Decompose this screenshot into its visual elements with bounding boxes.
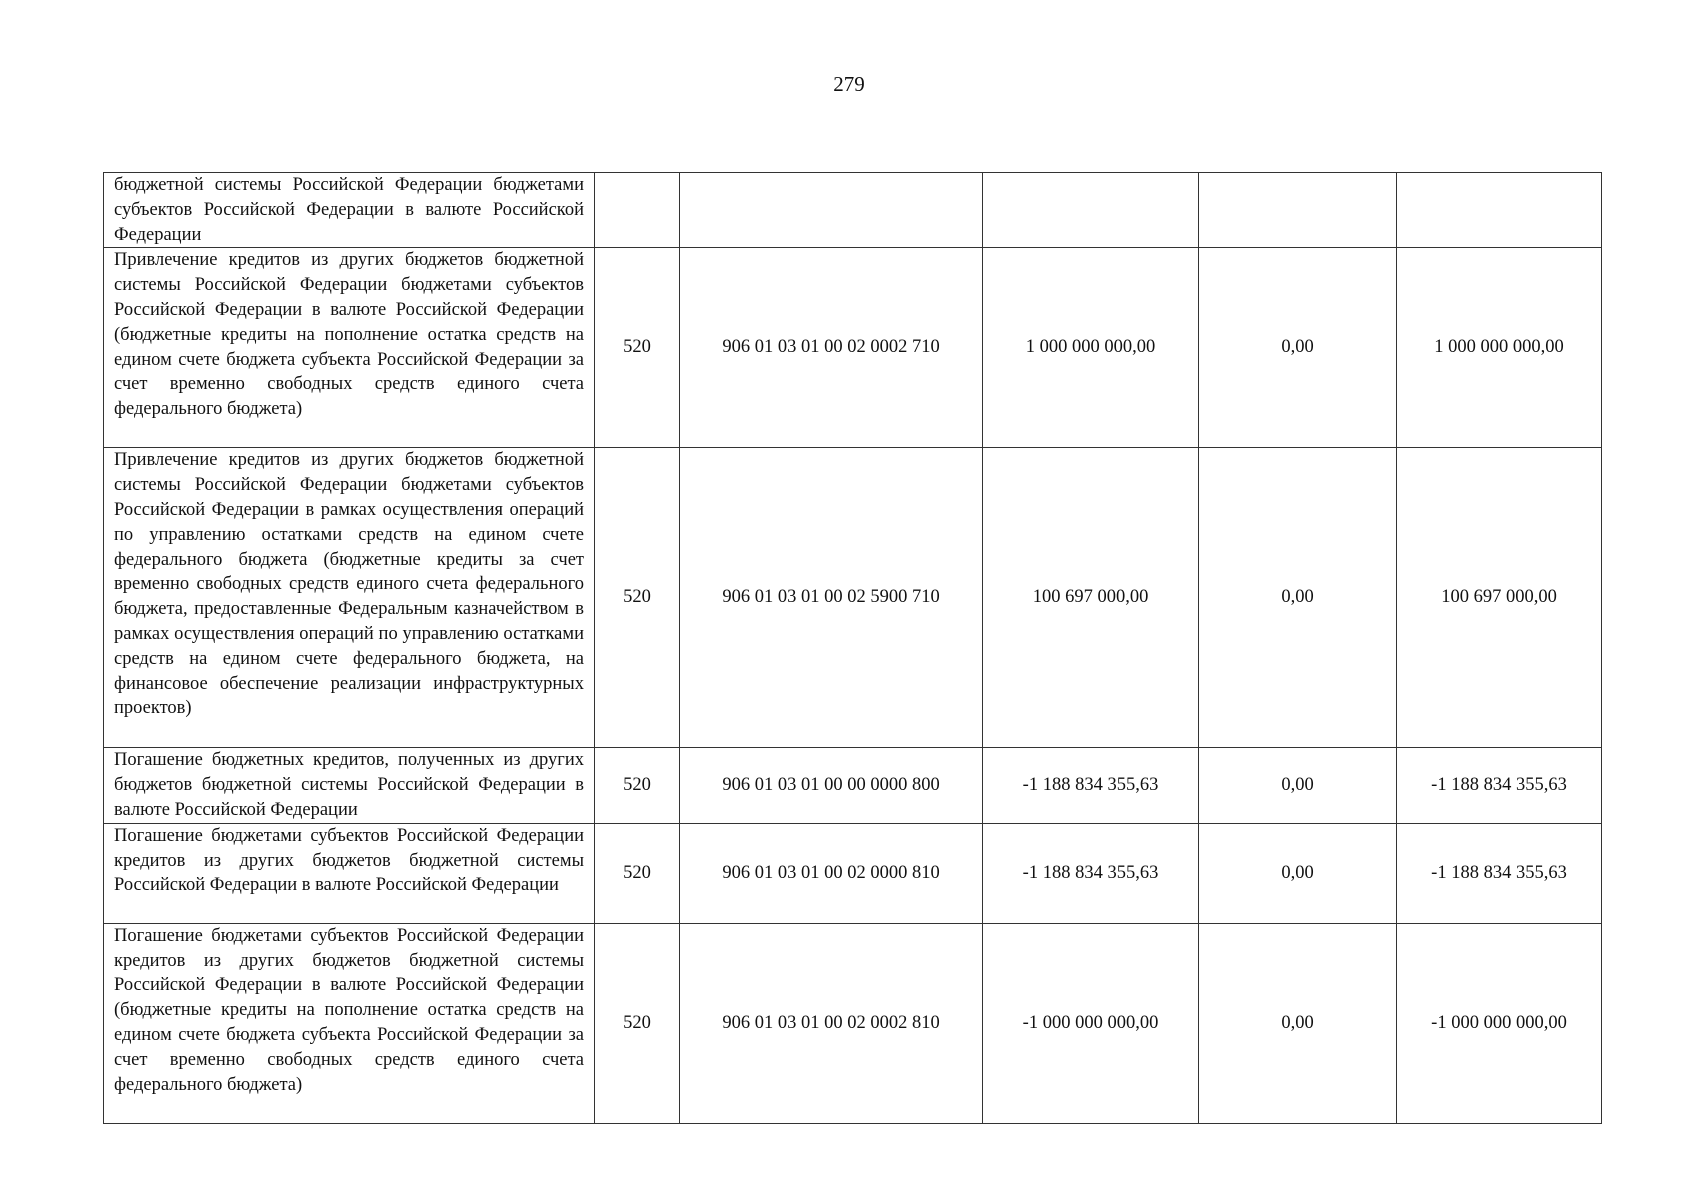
row-total-amount: -1 188 834 355,63 xyxy=(1397,823,1602,923)
row-description: Привлечение кредитов из других бюджетов бюджетной системы Российской Федерации бюджетами субъектов Российской Федерации в валюте Российской Федерации (бюджетные кредиты на пополнение остатка средств на едином счете бюджета субъекта Российской Федерации за счет временно свободных средств единого счета федерального бюджета) xyxy=(104,248,595,448)
row-change-amount: 0,00 xyxy=(1199,448,1397,748)
row-admin-code: 520 xyxy=(595,248,680,448)
row-total-amount xyxy=(1397,173,1602,248)
row-admin-code: 520 xyxy=(595,448,680,748)
row-change-amount: 0,00 xyxy=(1199,248,1397,448)
table-row xyxy=(104,823,1602,923)
table-row xyxy=(104,173,1602,248)
row-kbk-code: 906 01 03 01 00 00 0000 800 xyxy=(680,748,983,823)
row-total-amount: 100 697 000,00 xyxy=(1397,448,1602,748)
row-change-amount: 0,00 xyxy=(1199,923,1397,1123)
row-kbk-code: 906 01 03 01 00 02 5900 710 xyxy=(680,448,983,748)
row-admin-code: 520 xyxy=(595,923,680,1123)
row-plan-amount: 100 697 000,00 xyxy=(983,448,1199,748)
row-plan-amount: 1 000 000 000,00 xyxy=(983,248,1199,448)
row-kbk-code: 906 01 03 01 00 02 0002 710 xyxy=(680,248,983,448)
row-change-amount: 0,00 xyxy=(1199,748,1397,823)
row-plan-amount xyxy=(983,173,1199,248)
row-kbk-code xyxy=(680,173,983,248)
table-row xyxy=(104,248,1602,448)
page-number: 279 xyxy=(833,72,865,96)
row-plan-amount: -1 188 834 355,63 xyxy=(983,748,1199,823)
budget-sources-table xyxy=(103,172,1602,1124)
table-row xyxy=(104,923,1602,1123)
row-change-amount: 0,00 xyxy=(1199,823,1397,923)
row-description: бюджетной системы Российской Федерации бюджетами субъектов Российской Федерации в валюте Российской Федерации xyxy=(104,173,595,248)
row-plan-amount: -1 188 834 355,63 xyxy=(983,823,1199,923)
row-description: Погашение бюджетных кредитов, полученных из других бюджетов бюджетной системы Российской Федерации в валюте Российской Федерации xyxy=(104,748,595,823)
row-kbk-code: 906 01 03 01 00 02 0000 810 xyxy=(680,823,983,923)
table-row xyxy=(104,448,1602,748)
row-description: Погашение бюджетами субъектов Российской Федерации кредитов из других бюджетов бюджетной системы Российской Федерации в валюте Российской Федерации (бюджетные кредиты на пополнение остатка средств на едином счете бюджета субъекта Российской Федерации за счет временно свободных средств единого счета федерального бюджета) xyxy=(104,923,595,1123)
row-admin-code: 520 xyxy=(595,748,680,823)
row-total-amount: 1 000 000 000,00 xyxy=(1397,248,1602,448)
row-admin-code: 520 xyxy=(595,823,680,923)
row-admin-code xyxy=(595,173,680,248)
row-total-amount: -1 188 834 355,63 xyxy=(1397,748,1602,823)
row-description: Привлечение кредитов из других бюджетов бюджетной системы Российской Федерации бюджетами субъектов Российской Федерации в рамках осуществления операций по управлению остатками средств на едином счете федерального бюджета (бюджетные кредиты за счет временно свободных средств единого счета федерального бюджета, предоставленные Федеральным казначейством в рамках осуществления операций по управлению остатками средств на едином счете федерального бюджета, на финансовое обеспечение реализации инфраструктурных проектов) xyxy=(104,448,595,748)
row-kbk-code: 906 01 03 01 00 02 0002 810 xyxy=(680,923,983,1123)
row-description: Погашение бюджетами субъектов Российской Федерации кредитов из других бюджетов бюджетной системы Российской Федерации в валюте Российской Федерации xyxy=(104,823,595,923)
row-plan-amount: -1 000 000 000,00 xyxy=(983,923,1199,1123)
row-change-amount xyxy=(1199,173,1397,248)
table-row xyxy=(104,748,1602,823)
row-total-amount: -1 000 000 000,00 xyxy=(1397,923,1602,1123)
